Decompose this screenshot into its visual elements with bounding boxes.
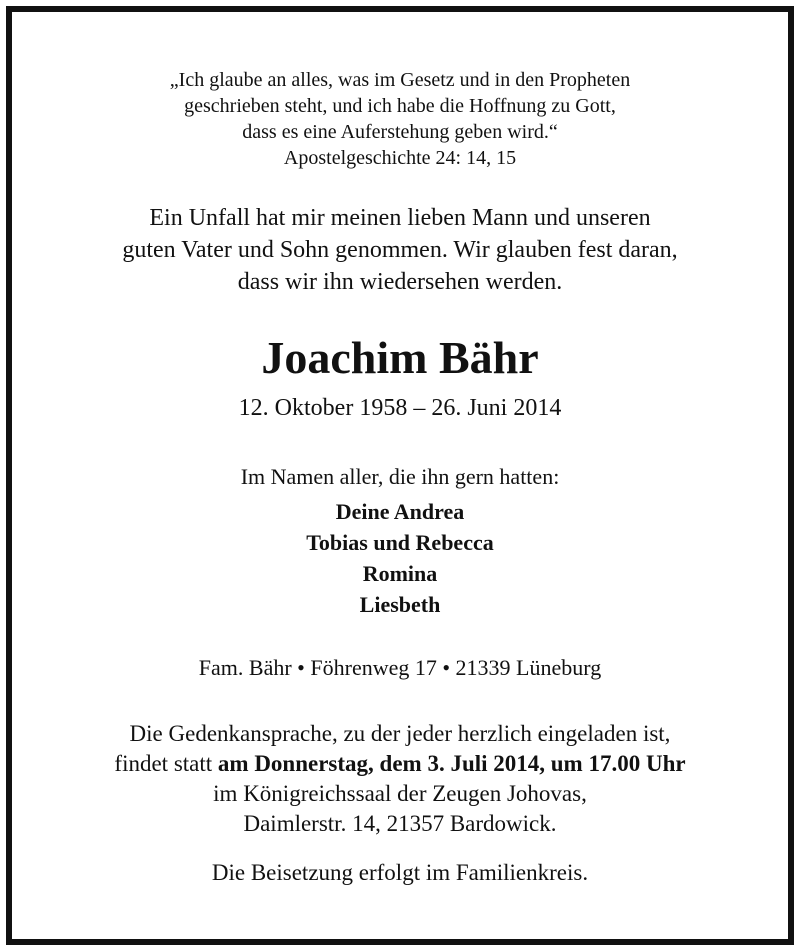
quote-source: Apostelgeschichte 24: 14, 15 — [283, 147, 517, 169]
deceased-name: Joachim Bähr — [261, 332, 539, 383]
quote-line-2: geschrieben steht, und ich habe die Hoffnung zu Gott, — [184, 95, 616, 117]
mourner-name: Romina — [362, 561, 438, 586]
ceremony-venue: im Königreichssaal der Zeugen Johovas, — [213, 781, 587, 806]
burial-note: Die Beisetzung erfolgt im Familienkreis. — [211, 860, 589, 885]
ceremony-address: Daimlerstr. 14, 21357 Bardowick. — [243, 811, 557, 836]
ceremony-date-time: am Donnerstag, dem 3. Juli 2014, um 17.00 Uhr — [217, 751, 686, 776]
ceremony-prefix: findet statt — [114, 751, 218, 776]
mourners-heading: Im Namen aller, die ihn gern hatten: — [240, 464, 560, 489]
ceremony-line-2 — [12, 749, 788, 778]
mourner-name: Deine Andrea — [335, 499, 465, 524]
quote-line-1: „Ich glaube an alles, was im Gesetz und in den Propheten — [169, 69, 631, 91]
intro-line-2: guten Vater und Sohn genommen. Wir glauben fest daran, — [122, 237, 678, 263]
family-address: Fam. Bähr • Föhrenweg 17 • 21339 Lüneburg — [198, 655, 602, 680]
mourner-name: Liesbeth — [359, 592, 441, 617]
obituary-content — [12, 12, 788, 939]
intro-line-1: Ein Unfall hat mir meinen lieben Mann und unseren — [149, 205, 651, 231]
mourner-name: Tobias und Rebecca — [306, 530, 494, 555]
intro-line-3: dass wir ihn wiedersehen werden. — [237, 269, 563, 295]
quote-line-3: dass es eine Auferstehung geben wird.“ — [242, 121, 558, 143]
ceremony-line-1: Die Gedenkansprache, zu der jeder herzlich eingeladen ist, — [129, 721, 671, 746]
obituary-frame — [6, 6, 794, 945]
deceased-dates: 12. Oktober 1958 – 26. Juni 2014 — [238, 395, 562, 421]
